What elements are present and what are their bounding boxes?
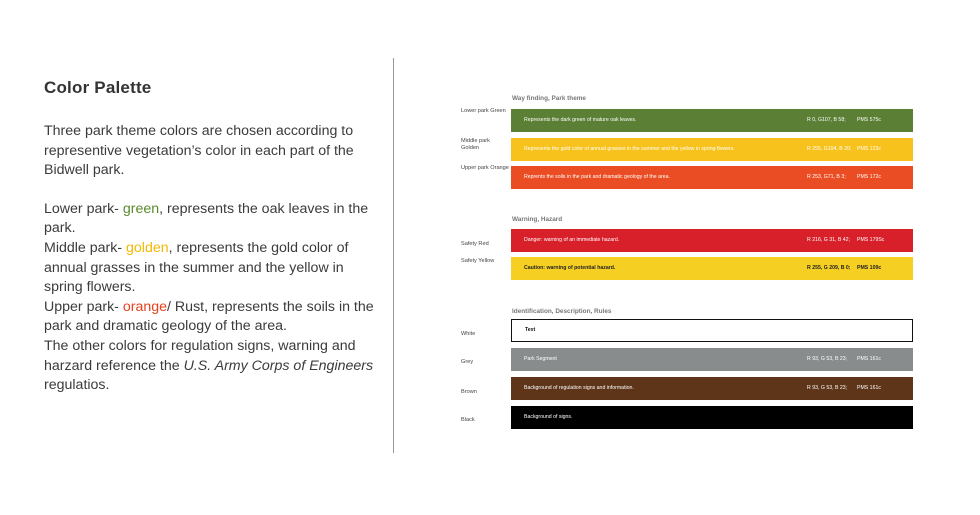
swatch-rgb-grey: R 93, G 53, B 23; [807,356,848,362]
swatch-label-red: Safety Red [461,241,489,247]
swatch-desc-white: Text [525,327,536,333]
lower-prefix: Lower park- [44,200,123,217]
swatch-rgb-orange: R 253, G71, B 3; [807,174,846,180]
swatch-rgb-golden: R 255, G194, B 20; [807,146,852,152]
swatch-pms-orange: PMS 172c [857,174,881,180]
swatch-bar-red [511,229,913,252]
swatch-pms-red: PMS 179Sc [857,237,885,243]
swatch-label-green: Lower park Green [461,108,506,114]
swatch-desc-orange: Reprents the soils in the park and dramatic geology of the area. [524,174,670,180]
swatch-bar-grey [511,348,913,371]
swatch-pms-green: PMS 575c [857,117,881,123]
lower-suffix: , represents the oak leaves in the park. [44,200,369,237]
swatch-rgb-green: R 0, G107, B 58; [807,117,846,123]
middle-suffix: , represents the gold color of annual grasses in the summer and the yellow in spring flowers. [44,239,349,296]
other-suffix: regulatios. [44,377,110,394]
swatch-bar-black [511,406,913,429]
swatch-desc-green: Represents the dark green of mature oak leaves. [524,117,637,123]
swatch-bar-golden [511,138,913,161]
upper-prefix: Upper park- [44,298,123,315]
army-corps-reference: U.S. Army Corps of Engineers [183,357,374,374]
swatch-rgb-brown: R 93, G 53, B 23; [807,385,848,391]
swatch-pms-golden: PMS 123c [857,146,881,152]
swatch-bar-white [511,319,913,342]
swatch-rgb-red: R 216, G 31, B 42; [807,237,850,243]
swatch-desc-red: Danger: warning of an immediate hazard. [524,237,620,243]
swatch-label-brown: Brown [461,389,477,395]
swatch-label-grey: Grey [461,359,474,365]
section-heading-wayfinding: Way finding, Park theme [512,95,586,102]
section-heading-identification: Identification, Description, Rules [512,308,612,315]
swatch-pms-brown: PMS 161c [857,385,881,391]
swatch-bar-brown [511,377,913,400]
swatch-rgb-yellow: R 255, G 209, B 0; [807,265,851,271]
swatch-label-yellow: Safety Yellow [461,258,495,264]
lower-color-word: green [122,200,160,217]
upper-color-word: orange [122,298,168,315]
swatch-label-white: White [461,331,476,337]
intro-paragraph: Three park theme colors are chosen according to representive vegetation’s color in each part of the Bidwell park. [44,123,354,179]
swatch-label-black: Black [461,417,475,423]
middle-prefix: Middle park- [44,239,127,256]
swatch-bar-orange [511,166,913,189]
swatch-desc-golden: Represents the gold color of annual grasses in the summer and the yellow in spring flowers. [524,146,735,152]
swatch-desc-brown: Background of regulation signs and information. [524,385,634,391]
swatch-label-orange: Upper park Orange [461,165,509,171]
swatch-label-golden: Middle park Golden [461,138,490,151]
swatch-desc-grey: Park Segment [524,356,557,362]
section-heading-warning: Warning, Hazard [512,216,563,223]
swatch-bar-yellow [511,257,913,280]
swatch-desc-black: Background of signs. [524,414,573,420]
page-title: Color Palette [44,78,152,97]
other-prefix: The other colors for regulation signs, warning and harzard reference the [44,337,356,374]
swatch-pms-grey: PMS 161c [857,356,881,362]
middle-color-word: golden [126,239,169,256]
swatch-pms-yellow: PMS 109c [857,265,882,271]
swatch-bar-green [511,109,913,132]
upper-suffix: / Rust, represents the soils in the park and dramatic geology of the area. [44,298,374,335]
swatch-desc-yellow: Caution: warning of potential hazard. [524,265,616,271]
